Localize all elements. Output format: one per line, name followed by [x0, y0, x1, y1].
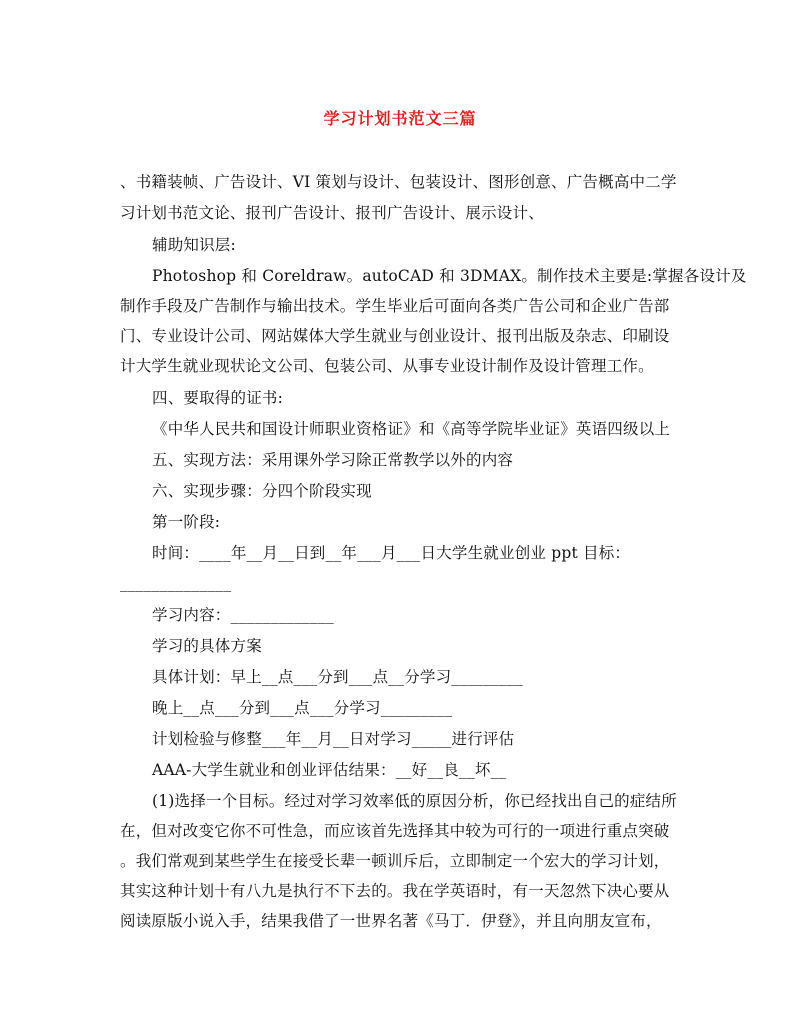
paragraph-line: 门、专业设计公司、网站媒体大学生就业与创业设计、报刊出版及杂志、印刷设: [120, 327, 670, 345]
paragraph-line: (1)选择一个目标。经过对学习效率低的原因分析，你已经找出自己的症结所: [152, 792, 677, 810]
paragraph-line: 在，但对改变它你不可性急，而应该首先选择其中较为可行的一项进行重点突破: [120, 822, 670, 840]
paragraph-line: 制作手段及广告制作与输出技术。学生毕业后可面向各类广告公司和企业广告部: [120, 297, 670, 315]
section-heading: 辅助知识层:: [152, 236, 236, 254]
section-heading: 五、实现方法：采用课外学习除正常教学以外的内容: [152, 451, 514, 469]
paragraph-line: 阅读原版小说入手，结果我借了一世界名著《马丁．伊登》，并且向朋友宣布，: [120, 912, 662, 930]
paragraph-line: Photoshop 和 Coreldraw。autoCAD 和 3DMAX。制作技术主要是:掌握各设计及: [152, 267, 747, 285]
section-heading: 六、实现步骤：分四个阶段实现: [152, 482, 372, 500]
evening-plan-line: 晚上__点___分到___点___分学习_________: [152, 699, 453, 717]
paragraph-line: 习计划书范文论、报刊广告设计、报刊广告设计、展示设计、: [120, 204, 544, 222]
review-line: 计划检验与修整___年__月__日对学习_____进行评估: [152, 730, 515, 748]
evaluation-line: AAA-大学生就业和创业评估结果：__好__良__坏__: [152, 761, 507, 779]
paragraph-line: 。我们常观到某些学生在接受长辈一顿训斥后，立即制定一个宏大的学习计划，: [120, 852, 670, 870]
paragraph-line: 计大学生就业现状论文公司、包装公司、从事专业设计制作及设计管理工作。: [120, 357, 654, 375]
plan-heading: 学习的具体方案: [152, 637, 262, 655]
section-heading: 四、要取得的证书:: [152, 389, 284, 407]
paragraph-line: 《中华人民共和国设计师职业资格证》和《高等学院毕业证》英语四级以上: [152, 420, 671, 438]
paragraph-line: 、书籍装帧、广告设计、VI 策划与设计、包装设计、图形创意、广告概高中二学: [120, 173, 677, 191]
time-line: 时间：____年__月__日到__年___月___日大学生就业创业 ppt 目标：: [152, 544, 631, 562]
document-title: 学习计划书范文三篇: [323, 109, 477, 128]
paragraph-line: 其实这种计划十有八九是执行不下去的。我在学英语时，有一天忽然下决心要从: [120, 882, 670, 900]
blank-line: ______________: [120, 574, 232, 592]
morning-plan-line: 具体计划：早上__点___分到___点__分学习_________: [152, 668, 523, 686]
stage-heading: 第一阶段:: [152, 513, 221, 531]
study-content-line: 学习内容：_____________: [152, 606, 334, 624]
